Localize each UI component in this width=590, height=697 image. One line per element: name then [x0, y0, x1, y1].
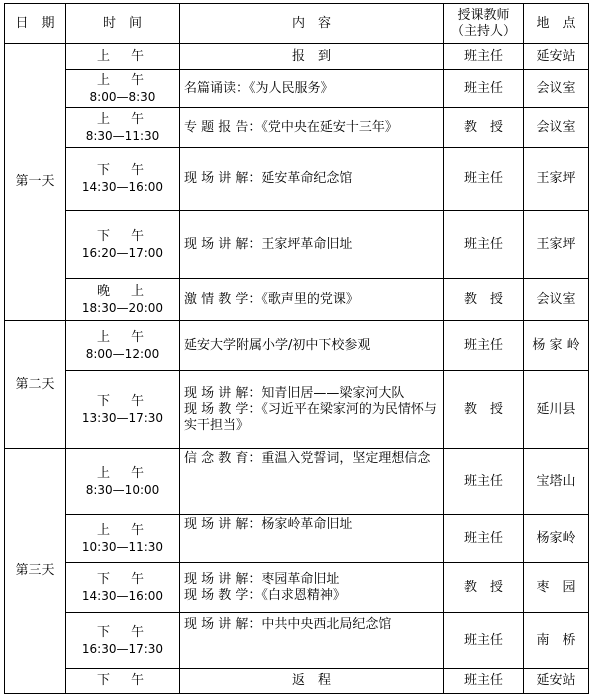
hours: 14:30—16:00	[81, 588, 164, 603]
place-cell: 会议室	[524, 108, 589, 148]
content-line: 专 题 报 告：《党中央在延安十三年》	[184, 119, 398, 135]
content-cell	[180, 108, 444, 148]
table-row	[5, 563, 589, 613]
place-cell: 杨家岭	[524, 515, 589, 563]
content-cell	[180, 371, 444, 449]
time-cell	[66, 44, 180, 70]
content-cell	[180, 515, 444, 563]
content-line: 现 场 讲 解：枣园革命旧址	[184, 571, 340, 587]
content-cell	[180, 70, 444, 108]
period: 晚 上	[96, 283, 148, 299]
time-cell	[66, 211, 180, 279]
hours: 8:30—11:30	[85, 128, 160, 143]
table-row	[5, 321, 589, 371]
period: 上 午	[96, 465, 148, 481]
place-cell: 会议室	[524, 70, 589, 108]
time-cell	[66, 669, 180, 694]
schedule-table	[4, 3, 589, 694]
hours: 14:30—16:00	[81, 180, 164, 194]
place-cell: 南 桥	[524, 613, 589, 669]
place-cell: 宝塔山	[524, 449, 589, 515]
table-row	[5, 70, 589, 108]
time-cell	[66, 148, 180, 211]
time-cell	[66, 70, 180, 108]
table-row	[5, 279, 589, 321]
place-cell: 杨 家 岭	[524, 321, 589, 371]
time-cell	[66, 449, 180, 515]
place-cell: 会议室	[524, 279, 589, 321]
content-cell	[180, 449, 444, 515]
table-row	[5, 108, 589, 148]
table-row	[5, 371, 589, 449]
content-cell	[180, 321, 444, 371]
time-cell	[66, 515, 180, 563]
period: 下 午	[96, 228, 148, 244]
hours: 16:30—17:30	[81, 641, 164, 656]
place-cell: 王家坪	[524, 148, 589, 211]
teacher-cell: 班主任	[444, 613, 524, 669]
teacher-cell: 教 授	[444, 279, 524, 321]
hours: 10:30—11:30	[81, 539, 164, 554]
content-cell	[180, 563, 444, 613]
content-cell	[180, 669, 444, 694]
content-line: 激 情 教 学：《歌声里的党课》	[184, 291, 359, 307]
period: 上 午	[96, 329, 148, 345]
content-line: 名篇诵读：《为人民服务》	[184, 80, 334, 96]
teacher-cell: 班主任	[444, 321, 524, 371]
time-cell	[66, 279, 180, 321]
teacher-cell: 教 授	[444, 563, 524, 613]
period: 上 午	[96, 48, 148, 64]
time-cell	[66, 613, 180, 669]
place-cell: 延安站	[524, 44, 589, 70]
period: 下 午	[96, 393, 148, 409]
period: 下 午	[96, 163, 148, 178]
content-cell	[180, 148, 444, 211]
content-line: 现 场 讲 解：知青旧居——梁家河大队	[184, 385, 405, 401]
place-cell: 枣 园	[524, 563, 589, 613]
content-line: 现 场 讲 解：杨家岭革命旧址	[184, 517, 353, 532]
hours: 8:00—12:00	[85, 346, 160, 361]
hours: 16:20—17:00	[81, 245, 164, 260]
header-content: 内 容	[180, 4, 444, 44]
content-line: 现 场 讲 解：王家坪革命旧址	[184, 236, 353, 252]
teacher-cell: 教 授	[444, 108, 524, 148]
period: 上 午	[96, 522, 148, 538]
teacher-cell: 班主任	[444, 449, 524, 515]
header-row	[5, 4, 589, 44]
header-place: 地 点	[524, 4, 589, 44]
place-cell: 延川县	[524, 371, 589, 449]
period: 下 午	[96, 624, 148, 640]
content-line: 现 场 教 学：《白求恩精神》	[184, 587, 346, 603]
content-line: 信 念 教 育：重温入党誓词，坚定理想信念	[184, 451, 431, 466]
teacher-cell: 班主任	[444, 211, 524, 279]
hours: 18:30—20:00	[81, 300, 164, 315]
table-row	[5, 148, 589, 211]
header-teacher	[444, 4, 524, 44]
header-teacher-line2: （主持人）	[450, 23, 516, 39]
teacher-cell: 班主任	[444, 515, 524, 563]
hours: 13:30—17:30	[81, 410, 164, 425]
header-teacher-line1: 授课教师	[457, 7, 510, 23]
table-row	[5, 515, 589, 563]
content-line: 延安大学附属小学/初中下校参观	[184, 337, 371, 353]
day-label: 第二天	[5, 321, 66, 449]
table-row	[5, 44, 589, 70]
header-date: 日 期	[5, 4, 66, 44]
teacher-cell: 教 授	[444, 371, 524, 449]
place-cell: 王家坪	[524, 211, 589, 279]
table-row	[5, 669, 589, 694]
day-label: 第三天	[5, 449, 66, 694]
time-cell	[66, 371, 180, 449]
place-cell: 延安站	[524, 669, 589, 694]
period: 上 午	[96, 111, 148, 127]
period: 下 午	[96, 571, 148, 587]
time-cell	[66, 108, 180, 148]
content-cell	[180, 279, 444, 321]
period: 上 午	[96, 72, 148, 88]
content-cell	[180, 44, 444, 70]
table-row	[5, 613, 589, 669]
time-cell	[66, 321, 180, 371]
time-cell	[66, 563, 180, 613]
period: 下 午	[96, 673, 148, 688]
content-cell	[180, 211, 444, 279]
content-cell	[180, 613, 444, 669]
content-line: 返 程	[291, 673, 331, 688]
content-line: 报 到	[291, 48, 331, 64]
header-time: 时 间	[66, 4, 180, 44]
hours: 8:00—8:30	[89, 89, 156, 104]
table-row	[5, 211, 589, 279]
table-row	[5, 449, 589, 515]
content-line: 现 场 讲 解：延安革命纪念馆	[184, 171, 353, 186]
hours: 8:30—10:00	[85, 482, 160, 497]
content-line: 现 场 教 学：《习近平在梁家河的为民情怀与实干担当》	[184, 401, 437, 433]
teacher-cell: 班主任	[444, 70, 524, 108]
teacher-cell: 班主任	[444, 669, 524, 694]
teacher-cell: 班主任	[444, 148, 524, 211]
content-line: 现 场 讲 解：中共中央西北局纪念馆	[184, 617, 392, 632]
day-label: 第一天	[5, 44, 66, 321]
teacher-cell: 班主任	[444, 44, 524, 70]
